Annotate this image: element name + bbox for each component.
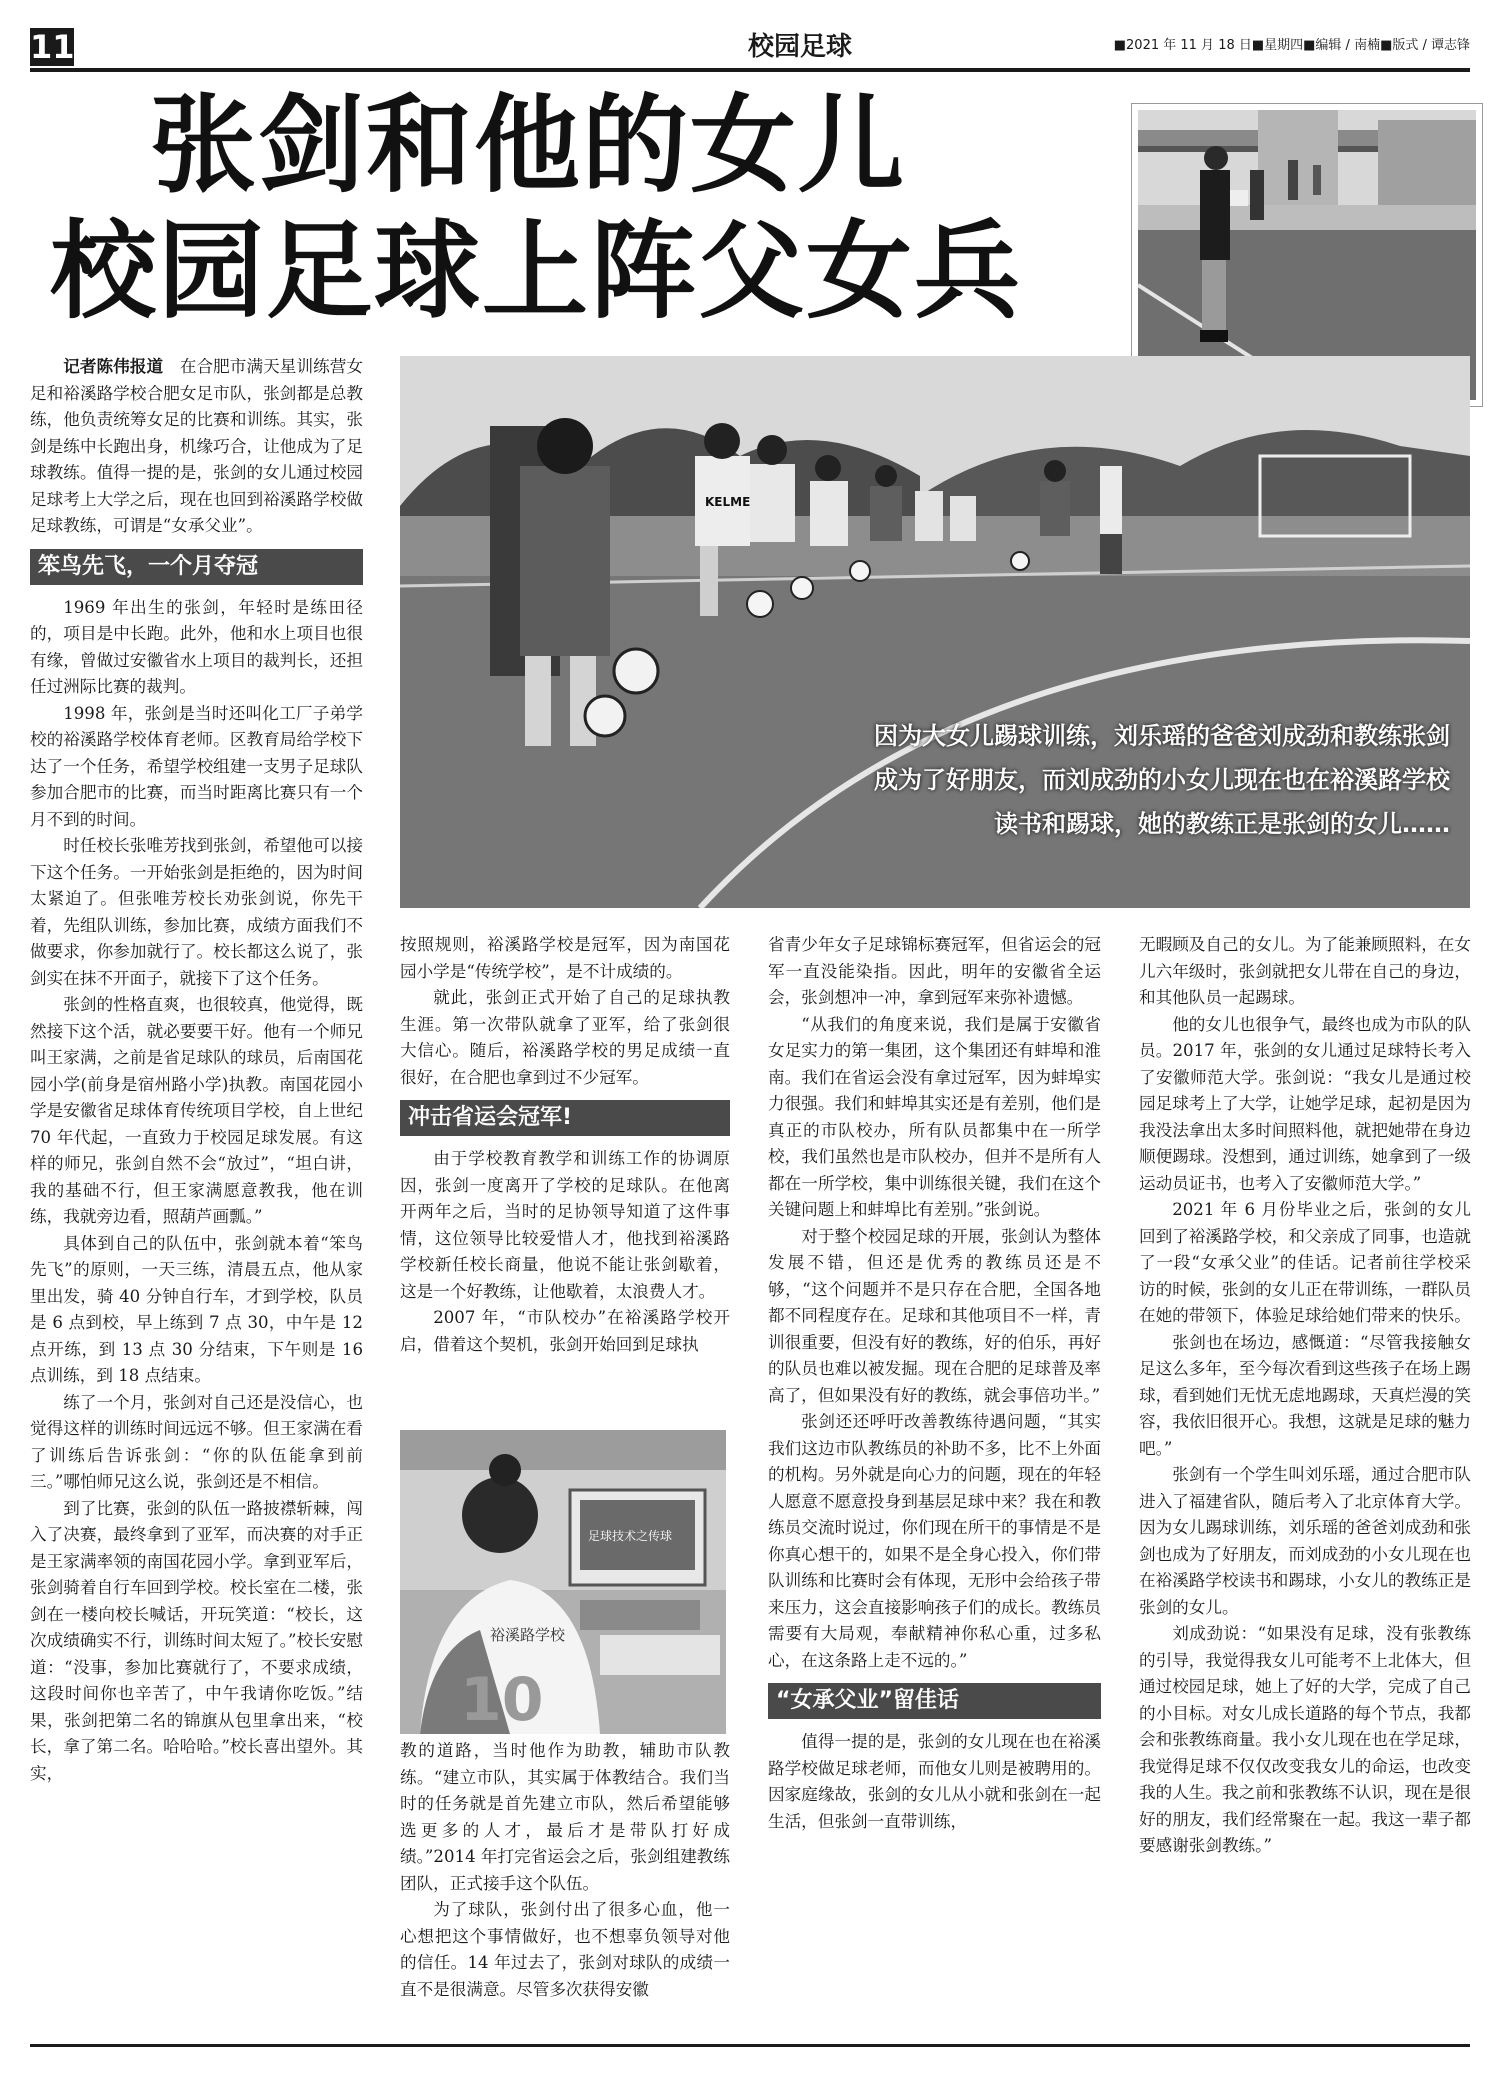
shirt-text: 裕溪路学校 <box>490 1626 566 1644</box>
paragraph: 到了比赛，张剑的队伍一路披襟斩棘，闯入了决赛，最终拿到了亚军，而决赛的对手正是王家满率领的南国花园小学。拿到亚军后，张剑骑着自行车回到学校。校长室在二楼，张剑在一楼向校长喊话，开玩笑道：“校长，这次成绩确实不行，训练时间太短了。”校长安慰道：“没事，参加比赛就行了，不要求成绩，这段时间你也辛苦了，中午我请你吃饭。”结果，张剑把第二名的锦旗从包里拿出来，“校长，拿了第二名。哈哈哈。”校长喜出望外。其实， <box>30 1498 363 1783</box>
paragraph: 张剑也在场边，感慨道：“尽管我接触女足这么多年，至今每次看到这些孩子在场上踢球，看到她们无忧无虑地踢球，天真烂漫的笑容，我依旧很开心。我想，这就是足球的魅力吧。” <box>1139 1332 1471 1458</box>
paragraph: 为了球队，张剑付出了很多心血，他一心想把这个事情做好，也不想辜负领导对他的信任。14 年过去了，张剑对球队的成绩一直不是很满意。尽管多次获得安徽 <box>400 1900 730 1999</box>
paragraph: 1969 年出生的张剑，年轻时是练田径的，项目是中长跑。此外，他和水上项目也很有缘，曾做过安徽省水上项目的裁判长，还担任过洲际比赛的裁判。 <box>30 597 363 696</box>
column-1 <box>30 354 363 1787</box>
classroom-photo <box>400 1430 726 1734</box>
paragraph: “从我们的角度来说，我们是属于安徽省女足实力的第一集团，这个集团还有蚌埠和淮南。我们在省运会没有拿过冠军，因为蚌埠实力很强。我们和蚌埠其实还是有差别，他们是真正的市队校办，所有队员都集中在一所学校，我们虽然也是市队校办，但并不是所有人都在一所学校，集中训练很关键，我们在这个关键问题上和蚌埠比有差别。”张剑说。 <box>768 1014 1101 1219</box>
subhead-3: “女承父业”留佳话 <box>768 1683 1101 1719</box>
headline-line-1: 张剑和他的女儿 <box>150 84 906 207</box>
subhead-2: 冲击省运会冠军! <box>400 1100 730 1136</box>
paragraph: 省青少年女子足球锦标赛冠军，但省运会的冠军一直没能染指。因此，明年的安徽省全运会，张剑想冲一冲，拿到冠军来弥补遗憾。 <box>768 935 1101 1007</box>
column-2-continued <box>400 1738 730 2003</box>
paragraph: 值得一提的是，张剑的女儿现在也在裕溪路学校做足球老师，而他女儿则是被聘用的。因家庭缘故，张剑的女儿从小就和张剑在一起生活，但张剑一直带训练， <box>768 1732 1101 1831</box>
paragraph: 对于整个校园足球的开展，张剑认为整体发展不错，但还是优秀的教练员还是不够，“这个问题并不是只存在合肥，全国各地都不同程度存在。足球和其他项目不一样，青训很重要，但没有好的教练，好的伯乐，再好的队员也难以被发掘。现在合肥的足球普及率高了，但如果没有好的教练，就会事倍功半。” <box>768 1226 1101 1405</box>
paragraph: 无暇顾及自己的女儿。为了能兼顾照料，在女儿六年级时，张剑就把女儿带在自己的身边，和其他队员一起踢球。 <box>1139 935 1471 1007</box>
paragraph: 练了一个月，张剑对自己还是没信心，也觉得这样的训练时间远远不够。但王家满在看了训练后告诉张剑：“你的队伍能拿到前三。”哪怕师兄这么说，张剑还是不相信。 <box>30 1392 363 1491</box>
paragraph: 他的女儿也很争气，最终也成为市队的队员。2017 年，张剑的女儿通过足球特长考入了安徽师范大学。张剑说：“我女儿是通过校园足球考上了大学，让她学足球，起初是因为我没法拿出太多时间照料他，就把她带在身边顺便踢球。没想到，通过训练，她拿到了一级运动员证书，也考入了安徽师范大学。” <box>1139 1014 1471 1193</box>
paragraph: 就此，张剑正式开始了自己的足球执教生涯。第一次带队就拿了亚军，给了张剑很大信心。随后，裕溪路学校的男足成绩一直很好，在合肥也拿到过不少冠军。 <box>400 988 730 1087</box>
screen-text: 足球技术之传球 <box>588 1529 673 1543</box>
section-title: 校园足球 <box>747 32 852 62</box>
headline-line-2: 校园足球上阵父女兵 <box>50 210 1022 333</box>
paragraph: 教的道路，当时他作为助教，辅助市队教练。“建立市队，其实属于体教结合。我们当时的任务就是首先建立市队，然后希望能够选更多的人才，最后才是带队打好成绩。”2014 年打完省运会之后，张剑组建教练团队，正式接手这个队伍。 <box>400 1741 730 1893</box>
paragraph: 张剑的性格直爽，也很较真，他觉得，既然接下这个活，就必要要干好。他有一个师兄叫王家满，之前是省足球队的球员，后南国花园小学(前身是宿州路小学)执教。南国花园小学是安徽省足球体育传统项目学校，自上世纪 70 年代起，一直致力于校园足球发展。有这样的师兄，张剑自然不会“放过”，“坦白讲，我的基础不行，但王家满愿意教我，他在训练，我就旁边看，照葫芦画瓢。” <box>30 995 363 1226</box>
paragraph: 按照规则，裕溪路学校是冠军，因为南国花园小学是“传统学校”，是不计成绩的。 <box>400 935 730 981</box>
jersey-text: KELME <box>705 495 751 509</box>
paragraph: 时任校长张唯芳找到张剑，希望他可以接下这个任务。一开始张剑是拒绝的，因为时间太紧迫了。但张唯芳校长劝张剑说，你先干着，先组队训练，参加比赛，成绩方面我们不做要求，你参加就行了。校长都这么说了，张剑实在抹不开面子，就接下了这个任务。 <box>30 836 363 988</box>
paragraph: 由于学校教育教学和训练工作的协调原因，张剑一度离开了学校的足球队。在他离开两年之后，当时的足协领导知道了这件事情，这位领导比较爱惜人才，他找到裕溪路学校新任校长商量，他说不能让张剑歇着，这是一个好教练，让他歇着，太浪费人才。 <box>400 1149 730 1301</box>
lead-paragraph: 在合肥市满天星训练营女足和裕溪路学校合肥女足市队，张剑都是总教练，他负责统筹女足的比赛和训练。其实，张剑是练中长跑出身，机缘巧合，让他成为了足球教练。值得一提的是，张剑的女儿通过校园足球考上大学之后，现在也回到裕溪路学校做足球教练，可谓是“女承父业”。 <box>30 357 364 535</box>
header-rule <box>30 68 1470 72</box>
subhead-1: 笨鸟先飞，一个月夺冠 <box>30 549 363 585</box>
footer-rule <box>30 2044 1470 2047</box>
paragraph: 具体到自己的队伍中，张剑就本着“笨鸟先飞”的原则，一天三练，清晨五点，他从家里出发，骑 40 分钟自行车，才到学校，队员是 6 点到校，早上练到 7 点 30，中午是 12 点开练，到 13 点 30 分结束，下午则是 16 点训练，到 18 点结束。 <box>30 1233 363 1385</box>
paragraph: 2021 年 6 月份毕业之后，张剑的女儿回到了裕溪路学校，和父亲成了同事，也造就了一段“女承父业”的佳话。记者前往学校采访的时候，张剑的女儿正在带训练，一群队员在她的带领下，体验足球给她们带来的快乐。 <box>1139 1200 1471 1325</box>
paragraph: 2007 年，“市队校办”在裕溪路学校开启，借着这个契机，张剑开始回到足球执 <box>400 1308 730 1354</box>
byline: 记者陈伟报道 <box>63 357 164 376</box>
paragraph: 张剑有一个学生叫刘乐瑶，通过合肥市队进入了福建省队，随后考入了北京体育大学。因为女儿踢球训练，刘乐瑶的爸爸刘成劲和张剑也成为了好朋友，而刘成劲的小女儿现在也在裕溪路学校读书和踢球，小女儿的教练正是张剑的女儿。 <box>1139 1465 1471 1617</box>
column-3 <box>768 932 1101 1835</box>
photo-caption: 因为大女儿踢球训练，刘乐瑶的爸爸刘成劲和教练张剑成为了好朋友，而刘成劲的小女儿现在也在裕溪路学校读书和踢球，她的教练正是张剑的女儿…… <box>874 722 1450 838</box>
paragraph: 刘成劲说：“如果没有足球，没有张教练的引导，我觉得我女儿可能考不上北体大，但通过校园足球，她上了好的大学，完成了自己的小目标。对女儿成长道路的每个节点，我都会和张教练商量。我小女儿现在也在学足球，我觉得足球不仅仅改变我女儿的命运，也改变我的人生。我之前和张教练不认识，现在是很好的朋友，我们经常聚在一起。我这一辈子都要感谢张剑教练。” <box>1139 1624 1471 1855</box>
column-2 <box>400 932 730 1358</box>
dateline: ■2021 年 11 月 18 日■星期四■编辑 / 南楠■版式 / 谭志锋 <box>1113 38 1470 53</box>
paragraph: 张剑还还呼吁改善教练待遇问题，“其实我们这边市队教练员的补助不多，比不上外面的机构。另外就是向心力的问题，现在的年轻人愿意不愿意投身到基层足球中来？我在和教练员交流时说过，你们现在所干的事情是不是你真心想干的，如果不是全身心投入，你们带队训练和比赛时会有体现，无形中会给孩子带来压力，这会直接影响孩子们的成长。教练员需要有大局观，奉献精神你私心重，过多私心，在这条路上走不远的。” <box>768 1412 1101 1670</box>
page-number: 11 <box>30 28 75 66</box>
svg-text:10: 10 <box>460 1665 544 1734</box>
paragraph: 1998 年，张剑是当时还叫化工厂子弟学校的裕溪路学校体育老师。区教育局给学校下达了一个任务，希望学校组建一支男子足球队参加合肥市的比赛，而当时距离比赛只有一个月不到的时间。 <box>30 703 363 829</box>
column-4 <box>1139 932 1471 1860</box>
